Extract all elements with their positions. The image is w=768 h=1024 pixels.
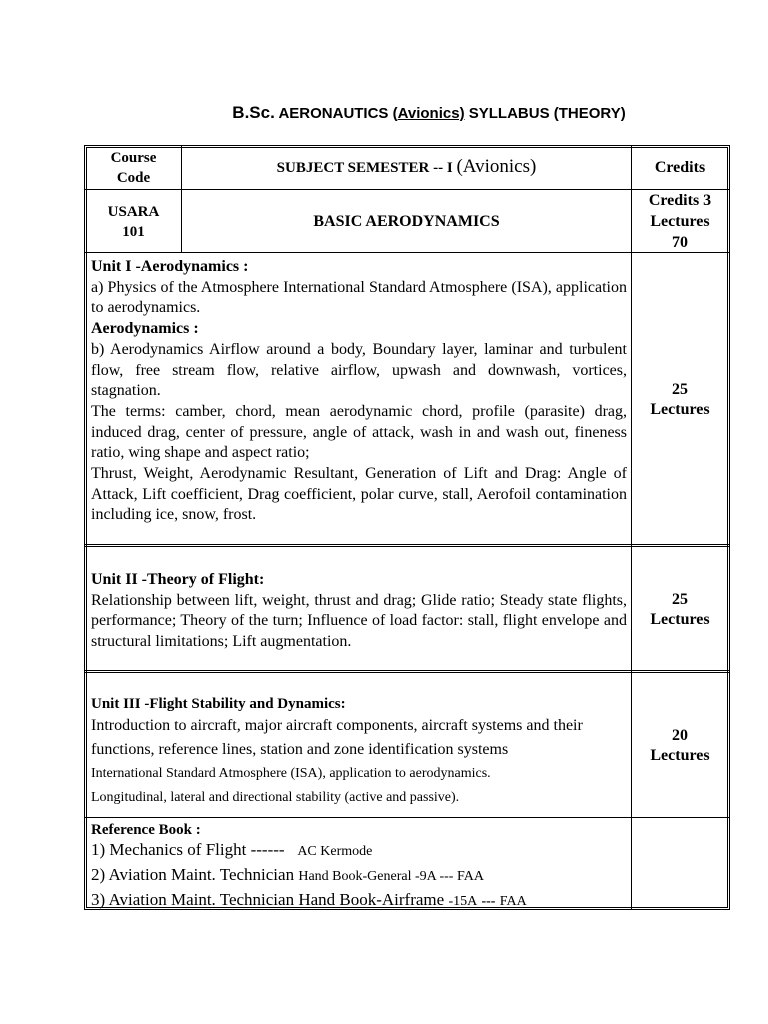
unit-3-paragraph: Longitudinal, lateral and directional stability (active and passive). xyxy=(91,790,460,805)
unit-1-subheading: Aerodynamics : xyxy=(91,320,199,338)
header-subject xyxy=(182,156,631,178)
reference-title: 1) Mechanics of Flight ------ xyxy=(91,840,285,859)
title-part2: SYLLABUS (THEORY) xyxy=(464,105,626,122)
unit-3-paragraph: Introduction to aircraft, major aircraft components, aircraft systems and their functions, reference lines, station and zone identification systems xyxy=(91,717,583,758)
unit-2-heading: Unit II -Theory of Flight: xyxy=(91,571,265,588)
col-divider xyxy=(631,145,632,910)
unit-2-lectures xyxy=(632,590,728,630)
credits-line-3: 70 xyxy=(672,234,688,251)
credits-line-1: Credits 3 xyxy=(648,192,712,209)
subject-prefix: SUBJECT SEMESTER -- I xyxy=(276,160,453,176)
reference-title: 3) Aviation Maint. Technician Hand Book-Airframe xyxy=(91,890,445,909)
reference-item xyxy=(91,839,627,863)
title-underlined: Avionics) xyxy=(397,105,465,122)
reference-author: Hand Book-General -9A --- FAA xyxy=(298,869,484,884)
lectures-count: 20 xyxy=(672,727,688,744)
unit-3-lectures xyxy=(632,726,728,766)
reference-heading: Reference Book : xyxy=(91,822,201,838)
lectures-count: 25 xyxy=(672,381,688,398)
unit-1-paragraph: The terms: camber, chord, mean aerodynamic chord, profile (parasite) drag, induced drag, center of pressure, angle of attack, wash in and wash out, fineness ratio, wing shape and aspect ratio; xyxy=(91,402,627,462)
title-prefix: B.Sc. xyxy=(232,103,275,122)
unit-1-lectures xyxy=(632,380,728,420)
row-divider xyxy=(84,817,730,818)
unit-2-paragraph: Relationship between lift, weight, thrust and drag; Glide ratio; Steady state flights, performance; Theory of the turn; Influence of load factor: stall, flight envelope and structural limitations; Lift augmentation. xyxy=(91,591,627,651)
reference-code: -15A xyxy=(448,894,478,909)
header-course-code xyxy=(86,148,181,188)
subject-suffix: (Avionics) xyxy=(456,156,537,177)
course-code xyxy=(86,202,181,242)
course-name: BASIC AERODYNAMICS xyxy=(313,213,500,230)
course-code-value: USARA 101 xyxy=(107,204,160,240)
course-credits xyxy=(632,190,728,253)
reference-section xyxy=(91,821,627,913)
header-credits: Credits xyxy=(654,159,706,176)
course-code-label: Course Code xyxy=(110,150,157,186)
reference-author: FAA xyxy=(499,894,527,909)
reference-author: AC Kermode xyxy=(297,844,373,859)
unit-1-paragraph: Thrust, Weight, Aerodynamic Resultant, Generation of Lift and Drag: Angle of Attack, Lift coefficient, Drag coefficient, polar curve, stall, Aerofoil contamination including ice, snow, frost. xyxy=(91,465,627,524)
unit-3-content xyxy=(91,694,627,810)
lectures-count: 25 xyxy=(672,591,688,608)
reference-dash: --- xyxy=(481,894,496,909)
unit-3-heading: Unit III -Flight Stability and Dynamics: xyxy=(91,696,346,712)
lectures-label: Lectures xyxy=(650,401,710,418)
unit-3-paragraph: International Standard Atmosphere (ISA), application to aerodynamics. xyxy=(91,766,491,781)
document-title xyxy=(0,103,768,123)
row-divider xyxy=(84,544,730,547)
unit-2-content xyxy=(91,570,627,653)
lectures-label: Lectures xyxy=(650,747,710,764)
row-divider xyxy=(84,670,730,673)
unit-1-paragraph: b) Aerodynamics Airflow around a body, Boundary layer, laminar and turbulent flow, free stream flow, relative airflow, upwash and downwash, vortices, stagnation. xyxy=(91,340,627,400)
reference-item xyxy=(91,889,627,913)
reference-title: 2) Aviation Maint. Technician xyxy=(91,865,295,884)
unit-1-paragraph: a) Physics of the Atmosphere International Standard Atmosphere (ISA), application to aerodynamics. xyxy=(91,278,627,317)
unit-1-heading: Unit I -Aerodynamics : xyxy=(91,258,249,275)
credits-line-2: Lectures xyxy=(650,213,710,230)
lectures-label: Lectures xyxy=(650,611,710,628)
reference-item xyxy=(91,863,627,889)
unit-1-content xyxy=(91,257,627,526)
title-part1: AERONAUTICS ( xyxy=(274,105,398,122)
